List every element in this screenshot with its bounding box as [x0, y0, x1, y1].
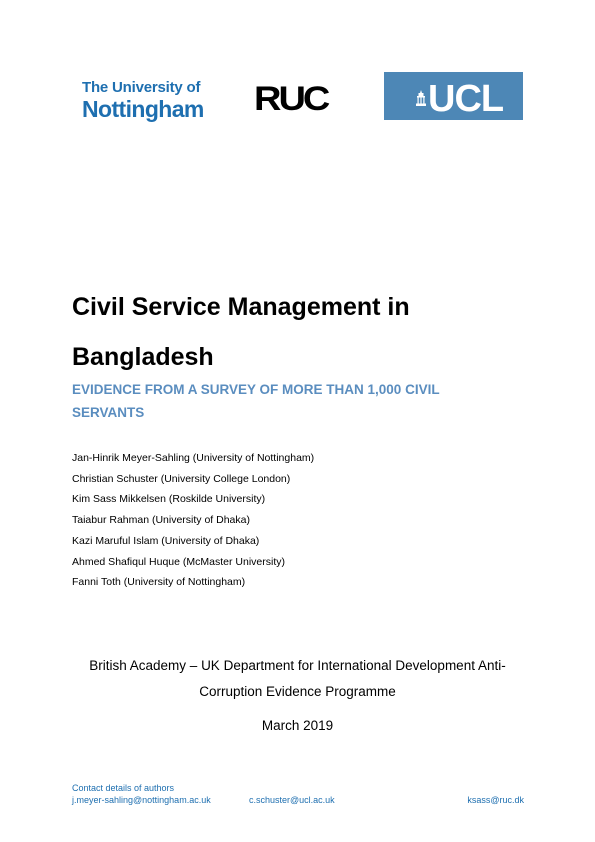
contact-details [72, 782, 524, 806]
programme-line2: Corruption Evidence Programme [199, 684, 396, 699]
publication-date: March 2019 [261, 718, 334, 733]
author-item: Kazi Maruful Islam (University of Dhaka) [72, 534, 260, 547]
programme-line1: British Academy – UK Department for International Development Anti- [89, 658, 506, 673]
document-subtitle: EVIDENCE FROM A SURVEY OF MORE THAN 1,000 CIVIL SERVANTS [72, 382, 440, 420]
author-item: Jan-Hinrik Meyer-Sahling (University of Nottingham) [72, 452, 315, 464]
email-link[interactable]: ksass@ruc.dk [467, 795, 524, 805]
nottingham-logo [82, 79, 204, 122]
author-list [72, 448, 314, 593]
author-item: Christian Schuster (University College London) [72, 472, 291, 485]
author-item: Fanni Toth (University of Nottingham) [72, 576, 246, 589]
ucl-logo [384, 72, 523, 120]
nottingham-logo-line1: The University of [82, 79, 201, 96]
portico-icon [416, 90, 426, 106]
ucl-logo-text: UCL [428, 78, 504, 120]
author-item: Ahmed Shafiqul Huque (McMaster University) [72, 555, 285, 568]
programme-statement [40, 653, 555, 705]
author-item: Kim Sass Mikkelsen (Roskilde University) [72, 493, 266, 506]
nottingham-logo-line2: Nottingham [82, 96, 204, 122]
author-item: Taiabur Rahman (University of Dhaka) [72, 514, 250, 527]
email-link[interactable]: j.meyer-sahling@nottingham.ac.uk [72, 795, 211, 805]
ruc-logo: RUC [254, 80, 328, 118]
email-link[interactable]: c.schuster@ucl.ac.uk [249, 795, 335, 805]
document-title: Civil Service Management in Bangladesh [72, 293, 410, 371]
contact-heading: Contact details of authors [72, 783, 175, 793]
